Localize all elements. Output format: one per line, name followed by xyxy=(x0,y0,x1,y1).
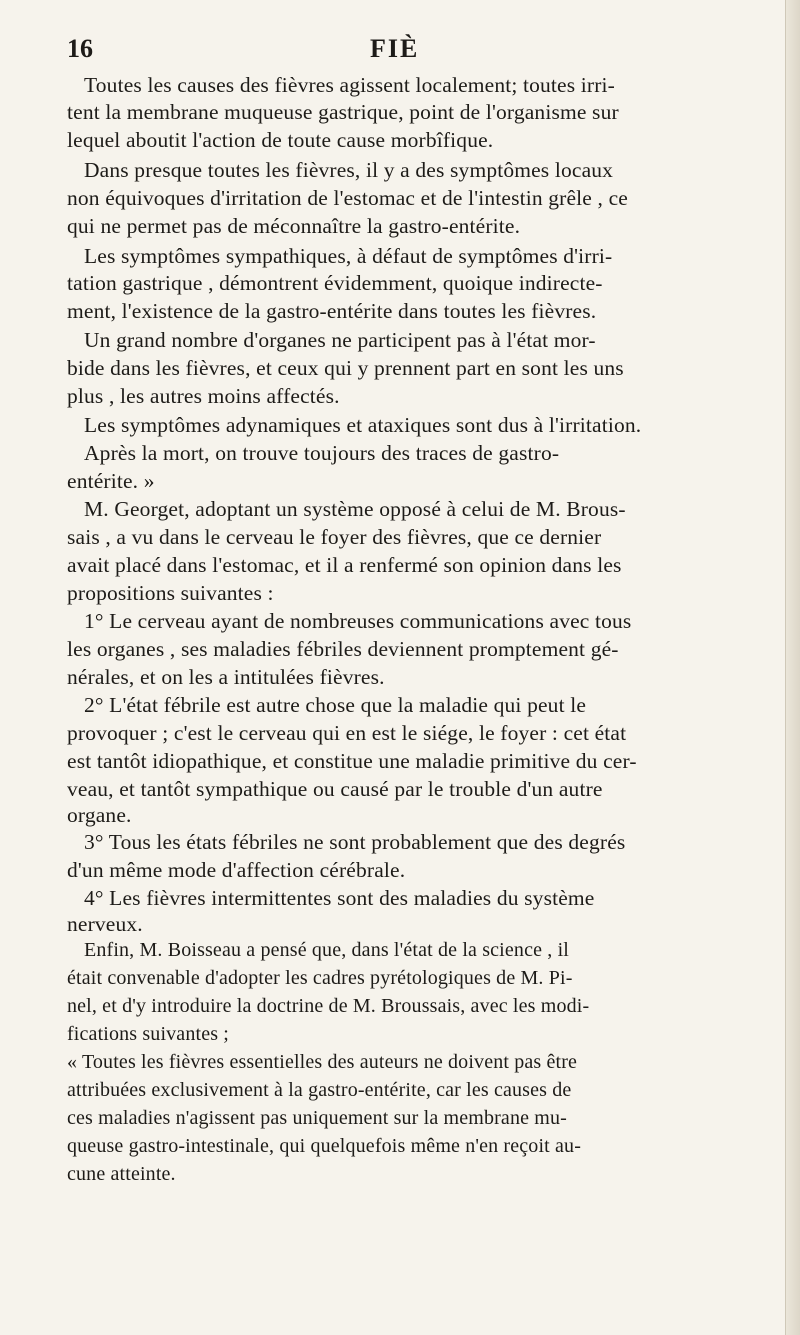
text-line: Enfin, M. Boisseau a pensé que, dans l'état de la science , il xyxy=(84,939,569,961)
text-line: Dans presque toutes les fièvres, il y a des symptômes locaux xyxy=(84,158,614,182)
text-line: est tantôt idiopathique, et constitue une maladie primitive du cer- xyxy=(67,749,637,773)
text-line: 3° Tous les états fébriles ne sont probablement que des degrés xyxy=(84,830,626,854)
text-line: 4° Les fièvres intermittentes sont des maladies du système xyxy=(84,886,595,910)
text-line: M. Georget, adoptant un système opposé à celui de M. Brous- xyxy=(84,497,626,521)
text-line: Les symptômes adynamiques et ataxiques sont dus à l'irritation. xyxy=(84,413,642,437)
page-number: 16 xyxy=(67,34,93,63)
text-line: cune atteinte. xyxy=(67,1163,176,1185)
text-line: attribuées exclusivement à la gastro-entérite, car les causes de xyxy=(67,1079,572,1101)
text-line: était convenable d'adopter les cadres pyrétologiques de M. Pi- xyxy=(67,967,573,989)
text-line: queuse gastro-intestinale, qui quelquefois même n'en reçoit au- xyxy=(67,1135,582,1157)
text-line: non équivoques d'irritation de l'estomac et de l'intestin grêle , ce xyxy=(67,186,628,210)
text-line: propositions suivantes : xyxy=(67,581,274,605)
text-line: organe. xyxy=(67,803,132,827)
text-line: nel, et d'y introduire la doctrine de M. Broussais, avec les modi- xyxy=(67,995,590,1017)
text-line: 2° L'état fébrile est autre chose que la maladie qui peut le xyxy=(84,693,587,717)
text-line: Les symptômes sympathiques, à défaut de symptômes d'irri- xyxy=(84,244,613,268)
text-line: plus , les autres moins affectés. xyxy=(67,384,340,408)
text-line: lequel aboutit l'action de toute cause morbîfique. xyxy=(67,128,494,152)
page-edge xyxy=(785,0,800,1335)
text-line: provoquer ; c'est le cerveau qui en est le siége, le foyer : cet état xyxy=(67,721,627,745)
text-line: nerveux. xyxy=(67,912,143,936)
text-line: bide dans les fièvres, et ceux qui y prennent part en sont les uns xyxy=(67,356,624,380)
text-line: Toutes les causes des fièvres agissent localement; toutes irri- xyxy=(84,73,615,97)
text-line: veau, et tantôt sympathique ou causé par le trouble d'un autre xyxy=(67,777,603,801)
text-line: « Toutes les fièvres essentielles des auteurs ne doivent pas être xyxy=(67,1051,578,1073)
running-head: FIÈ xyxy=(370,34,420,63)
text-line: fications suivantes ; xyxy=(67,1023,230,1045)
text-line: 1° Le cerveau ayant de nombreuses communications avec tous xyxy=(84,609,632,633)
text-line: avait placé dans l'estomac, et il a renfermé son opinion dans les xyxy=(67,553,622,577)
text-line: les organes , ses maladies fébriles deviennent promptement gé- xyxy=(67,637,619,661)
text-line: d'un même mode d'affection cérébrale. xyxy=(67,858,406,882)
text-line: qui ne permet pas de méconnaître la gastro-entérite. xyxy=(67,214,521,238)
text-line: ces maladies n'agissent pas uniquement sur la membrane mu- xyxy=(67,1107,567,1129)
text-line: tent la membrane muqueuse gastrique, point de l'organisme sur xyxy=(67,100,619,124)
text-line: Après la mort, on trouve toujours des traces de gastro- xyxy=(84,441,560,465)
text-line: entérite. » xyxy=(67,469,155,493)
text-line: nérales, et on les a intitulées fièvres. xyxy=(67,665,385,689)
text-line: Un grand nombre d'organes ne participent pas à l'état mor- xyxy=(84,328,596,352)
text-line: tation gastrique , démontrent évidemment, quoique indirecte- xyxy=(67,271,603,295)
text-line: sais , a vu dans le cerveau le foyer des fièvres, que ce dernier xyxy=(67,525,602,549)
text-line: ment, l'existence de la gastro-entérite dans toutes les fièvres. xyxy=(67,299,597,323)
page-header xyxy=(67,34,757,74)
